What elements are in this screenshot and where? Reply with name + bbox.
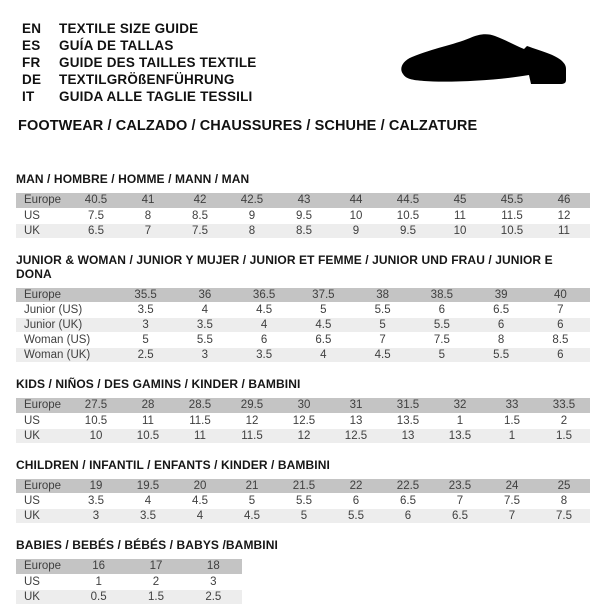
table-row [16, 574, 242, 589]
size-value-cell: 11 [434, 208, 486, 223]
size-value-cell: 28 [122, 398, 174, 413]
size-value-cell: 4 [174, 509, 226, 524]
size-table-section [16, 377, 590, 444]
size-value-cell: 10 [70, 428, 122, 443]
row-label-cell: Junior (US) [16, 303, 116, 318]
table-row [16, 413, 590, 428]
language-code: ES [22, 38, 41, 53]
size-value-cell: 12.5 [330, 428, 382, 443]
size-value-cell: 44 [330, 193, 382, 208]
table-row [16, 333, 590, 348]
language-row [22, 88, 257, 105]
size-value-cell: 7.5 [70, 208, 122, 223]
table-title: BABIES / BEBÉS / BÉBÉS / BABYS /BAMBINI [16, 538, 278, 552]
table-row [16, 208, 590, 223]
table-row [16, 494, 590, 509]
size-value-cell: 10.5 [70, 413, 122, 428]
row-label-cell: Europe [16, 193, 70, 208]
size-value-cell: 21 [226, 479, 278, 494]
size-value-cell: 5.5 [353, 303, 412, 318]
size-value-cell: 4.5 [235, 303, 294, 318]
size-value-cell: 10.5 [382, 208, 434, 223]
size-value-cell: 6.5 [70, 223, 122, 238]
row-label-cell: Junior (UK) [16, 318, 116, 333]
size-value-cell: 6.5 [434, 509, 486, 524]
size-table [16, 288, 590, 364]
size-value-cell: 23.5 [434, 479, 486, 494]
size-value-cell: 13 [382, 428, 434, 443]
size-value-cell: 45.5 [486, 193, 538, 208]
size-value-cell: 5.5 [472, 348, 531, 363]
language-code: FR [22, 55, 41, 70]
language-label: TEXTILE SIZE GUIDE [59, 21, 199, 36]
size-value-cell: 8 [226, 223, 278, 238]
row-label-cell: UK [16, 589, 70, 604]
size-value-cell: 9.5 [278, 208, 330, 223]
row-label-cell: Woman (US) [16, 333, 116, 348]
language-row [22, 37, 257, 54]
size-value-cell: 2.5 [185, 589, 242, 604]
size-value-cell: 11.5 [174, 413, 226, 428]
size-value-cell: 7.5 [538, 509, 590, 524]
size-value-cell: 5.5 [175, 333, 234, 348]
size-value-cell: 6 [531, 348, 590, 363]
size-value-cell: 6 [330, 494, 382, 509]
size-value-cell: 33.5 [538, 398, 590, 413]
language-label: GUIDA ALLE TAGLIE TESSILI [59, 89, 253, 104]
size-value-cell: 11.5 [486, 208, 538, 223]
row-label-cell: Europe [16, 559, 70, 574]
size-value-cell: 8.5 [531, 333, 590, 348]
size-value-cell: 3.5 [116, 303, 175, 318]
table-row [16, 589, 242, 604]
size-value-cell: 2 [538, 413, 590, 428]
table-title: KIDS / NIÑOS / DES GAMINS / KINDER / BAMBINI [16, 377, 301, 391]
size-value-cell: 5.5 [412, 318, 471, 333]
language-label: GUÍA DE TALLAS [59, 38, 174, 53]
size-value-cell: 21.5 [278, 479, 330, 494]
size-value-cell: 4.5 [226, 509, 278, 524]
size-table [16, 398, 590, 444]
size-value-cell: 41 [122, 193, 174, 208]
size-value-cell: 1 [70, 574, 127, 589]
size-value-cell: 5 [278, 509, 330, 524]
size-value-cell: 9 [226, 208, 278, 223]
size-value-cell: 12 [538, 208, 590, 223]
size-value-cell: 44.5 [382, 193, 434, 208]
language-row [22, 54, 257, 71]
size-value-cell: 39 [472, 288, 531, 303]
size-value-cell: 11.5 [226, 428, 278, 443]
size-value-cell: 18 [185, 559, 242, 574]
size-value-cell: 29.5 [226, 398, 278, 413]
size-value-cell: 3 [175, 348, 234, 363]
table-title: MAN / HOMBRE / HOMME / MANN / MAN [16, 172, 250, 186]
size-value-cell: 3.5 [235, 348, 294, 363]
table-title: CHILDREN / INFANTIL / ENFANTS / KINDER / BAMBINI [16, 457, 330, 472]
language-code: IT [22, 89, 35, 104]
size-value-cell: 16 [70, 559, 127, 574]
size-value-cell: 3 [116, 318, 175, 333]
size-value-cell: 6.5 [382, 494, 434, 509]
size-value-cell: 7 [531, 303, 590, 318]
size-value-cell: 17 [127, 559, 184, 574]
size-value-cell: 7 [122, 223, 174, 238]
size-value-cell: 10 [434, 223, 486, 238]
size-value-cell: 42 [174, 193, 226, 208]
size-value-cell: 31.5 [382, 398, 434, 413]
size-value-cell: 5 [294, 303, 353, 318]
size-value-cell: 10 [330, 208, 382, 223]
size-value-cell: 4.5 [294, 318, 353, 333]
size-value-cell: 1.5 [538, 428, 590, 443]
size-value-cell: 19.5 [122, 479, 174, 494]
table-title: JUNIOR & WOMAN / JUNIOR Y MUJER / JUNIOR ET FEMME / JUNIOR UND FRAU / JUNIOR E DONA [16, 252, 553, 281]
size-value-cell: 42.5 [226, 193, 278, 208]
size-value-cell: 11 [174, 428, 226, 443]
row-label-cell: US [16, 494, 70, 509]
size-value-cell: 1 [486, 428, 538, 443]
size-value-cell: 7.5 [412, 333, 471, 348]
table-row [16, 509, 590, 524]
size-value-cell: 22 [330, 479, 382, 494]
table-row [16, 288, 590, 303]
size-value-cell: 4.5 [174, 494, 226, 509]
row-label-cell: Europe [16, 479, 70, 494]
table-row [16, 559, 242, 574]
size-value-cell: 40.5 [70, 193, 122, 208]
size-value-cell: 31 [330, 398, 382, 413]
size-value-cell: 46 [538, 193, 590, 208]
size-value-cell: 2 [127, 574, 184, 589]
size-value-cell: 8 [538, 494, 590, 509]
size-value-cell: 11 [538, 223, 590, 238]
size-value-cell: 27.5 [70, 398, 122, 413]
size-value-cell: 5 [226, 494, 278, 509]
table-row [16, 428, 590, 443]
table-row [16, 318, 590, 333]
table-row [16, 193, 590, 208]
size-value-cell: 5.5 [278, 494, 330, 509]
size-value-cell: 24 [486, 479, 538, 494]
size-value-cell: 2.5 [116, 348, 175, 363]
size-value-cell: 9 [330, 223, 382, 238]
size-value-cell: 5 [353, 318, 412, 333]
size-table-section [16, 458, 590, 525]
table-row [16, 348, 590, 363]
size-value-cell: 8 [122, 208, 174, 223]
size-value-cell: 3.5 [175, 318, 234, 333]
size-value-cell: 6.5 [294, 333, 353, 348]
size-value-cell: 12 [278, 428, 330, 443]
table-row [16, 223, 590, 238]
row-label-cell: UK [16, 509, 70, 524]
size-value-cell: 19 [70, 479, 122, 494]
size-value-cell: 20 [174, 479, 226, 494]
row-label-cell: UK [16, 223, 70, 238]
row-label-cell: US [16, 208, 70, 223]
size-value-cell: 7 [486, 509, 538, 524]
size-value-cell: 5 [412, 348, 471, 363]
row-label-cell: US [16, 413, 70, 428]
language-label: TEXTILGRÖßENFÜHRUNG [59, 72, 235, 87]
size-value-cell: 38.5 [412, 288, 471, 303]
size-value-cell: 1 [434, 413, 486, 428]
size-table-section [16, 172, 590, 239]
size-value-cell: 12.5 [278, 413, 330, 428]
size-value-cell: 8 [472, 333, 531, 348]
size-value-cell: 10.5 [486, 223, 538, 238]
size-value-cell: 3 [185, 574, 242, 589]
size-value-cell: 36 [175, 288, 234, 303]
size-value-cell: 5 [116, 333, 175, 348]
tables-area [16, 172, 590, 605]
size-value-cell: 8.5 [278, 223, 330, 238]
size-table-section [16, 538, 590, 605]
size-value-cell: 35.5 [116, 288, 175, 303]
size-value-cell: 9.5 [382, 223, 434, 238]
row-label-cell: Europe [16, 398, 70, 413]
size-value-cell: 5.5 [330, 509, 382, 524]
size-value-cell: 33 [486, 398, 538, 413]
size-value-cell: 6 [382, 509, 434, 524]
size-value-cell: 32 [434, 398, 486, 413]
size-value-cell: 6.5 [472, 303, 531, 318]
size-table-section [16, 253, 590, 364]
size-value-cell: 11 [122, 413, 174, 428]
size-value-cell: 25 [538, 479, 590, 494]
row-label-cell: UK [16, 428, 70, 443]
row-label-cell: Europe [16, 288, 116, 303]
size-value-cell: 13.5 [434, 428, 486, 443]
size-value-cell: 4.5 [353, 348, 412, 363]
size-value-cell: 3 [70, 509, 122, 524]
size-value-cell: 4 [235, 318, 294, 333]
size-value-cell: 22.5 [382, 479, 434, 494]
table-row [16, 479, 590, 494]
language-code: EN [22, 21, 42, 36]
size-value-cell: 3.5 [122, 509, 174, 524]
size-value-cell: 12 [226, 413, 278, 428]
size-value-cell: 7 [434, 494, 486, 509]
size-value-cell: 45 [434, 193, 486, 208]
size-value-cell: 4 [175, 303, 234, 318]
category-line: FOOTWEAR / CALZADO / CHAUSSURES / SCHUHE / CALZATURE [18, 118, 478, 134]
row-label-cell: Woman (UK) [16, 348, 116, 363]
language-label: GUIDE DES TAILLES TEXTILE [59, 55, 257, 70]
language-row [22, 20, 257, 37]
size-value-cell: 4 [294, 348, 353, 363]
size-value-cell: 6 [531, 318, 590, 333]
size-value-cell: 13.5 [382, 413, 434, 428]
size-value-cell: 1.5 [486, 413, 538, 428]
size-value-cell: 30 [278, 398, 330, 413]
size-value-cell: 38 [353, 288, 412, 303]
size-value-cell: 13 [330, 413, 382, 428]
size-value-cell: 28.5 [174, 398, 226, 413]
size-value-cell: 6 [472, 318, 531, 333]
size-value-cell: 36.5 [235, 288, 294, 303]
size-value-cell: 40 [531, 288, 590, 303]
size-value-cell: 8.5 [174, 208, 226, 223]
size-value-cell: 7 [353, 333, 412, 348]
size-value-cell: 3.5 [70, 494, 122, 509]
language-list [16, 15, 257, 105]
size-table [16, 559, 242, 605]
size-value-cell: 43 [278, 193, 330, 208]
size-value-cell: 4 [122, 494, 174, 509]
size-value-cell: 10.5 [122, 428, 174, 443]
size-value-cell: 37.5 [294, 288, 353, 303]
size-value-cell: 0.5 [70, 589, 127, 604]
size-value-cell: 6 [412, 303, 471, 318]
language-row [22, 71, 257, 88]
size-value-cell: 6 [235, 333, 294, 348]
size-value-cell: 7.5 [174, 223, 226, 238]
language-code: DE [22, 72, 42, 87]
size-value-cell: 1.5 [127, 589, 184, 604]
table-row [16, 398, 590, 413]
row-label-cell: US [16, 574, 70, 589]
page-header [16, 15, 590, 105]
size-table [16, 479, 590, 525]
table-row [16, 303, 590, 318]
size-value-cell: 7.5 [486, 494, 538, 509]
shoe-icon [396, 33, 574, 95]
size-table [16, 193, 590, 239]
